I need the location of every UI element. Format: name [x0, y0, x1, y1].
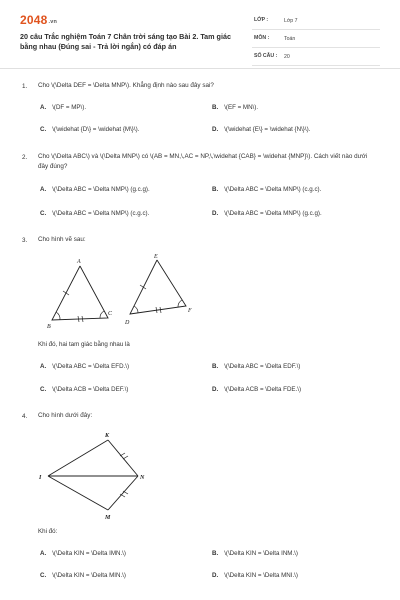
option-text: \(\Delta ABC = \Delta EFD.\): [52, 363, 130, 370]
option-a[interactable]: [40, 550, 126, 557]
logo-text: 2048: [20, 13, 48, 27]
option-letter: D.: [212, 126, 219, 133]
vertex-label: D: [125, 320, 130, 326]
vertex-label: C: [108, 311, 113, 317]
vertex-label: F: [188, 308, 192, 314]
option-letter: B.: [212, 104, 219, 111]
option-d[interactable]: [212, 210, 322, 217]
kite-figure: [38, 428, 168, 522]
option-text: \(\Delta ABC = \Delta MNP\) (c.g.c).: [224, 186, 322, 193]
option-text: \(EF = MN\).: [224, 104, 259, 111]
option-text: \(\Delta KIN = \Delta MIN.\): [52, 572, 126, 579]
meta-value: Lớp 7: [284, 17, 298, 24]
option-text: \(\Delta ABC = \Delta NMP\) (c.g.c).: [52, 210, 150, 217]
question-text: Cho \(\Delta ABC\) và \(\Delta MNP\) có \(AB = MN,\,AC = NP,\,\widehat {CAB} = \widehat {MNP}\). Cách viết nào dưới đây đúng?: [38, 153, 368, 170]
option-letter: A.: [40, 363, 47, 370]
option-letter: A.: [40, 104, 47, 111]
option-b[interactable]: [212, 104, 258, 111]
question-number: 4.: [22, 413, 28, 420]
option-text: \(\Delta KIN = \Delta MNI.\): [224, 572, 298, 579]
vertex-label: N: [140, 475, 145, 481]
option-text: \(\Delta KIN = \Delta INM.\): [224, 550, 298, 557]
option-letter: A.: [40, 186, 47, 193]
option-letter: B.: [212, 363, 219, 370]
vertex-label: B: [47, 324, 51, 330]
header-divider: [0, 68, 400, 69]
triangle-abc: [47, 259, 113, 330]
option-c[interactable]: [40, 210, 149, 217]
meta-row-subject: [252, 32, 380, 48]
option-text: \(DF = MP\).: [52, 104, 87, 111]
option-a[interactable]: [40, 363, 129, 370]
option-letter: D.: [212, 386, 219, 393]
option-letter: C.: [40, 386, 47, 393]
option-text: \(\Delta ABC = \Delta NMP\) (g.c.g).: [52, 186, 150, 193]
option-b[interactable]: [212, 363, 300, 370]
meta-value: Toán: [284, 35, 296, 42]
triangle-edf: [124, 254, 192, 326]
option-letter: C.: [40, 126, 47, 133]
option-a[interactable]: [40, 186, 150, 193]
vertex-label: A: [77, 259, 81, 265]
vertex-label: I: [39, 475, 42, 481]
option-text: \(\Delta KIN = \Delta IMN.\): [52, 550, 126, 557]
meta-label: MÔN :: [254, 35, 270, 41]
option-text: \(\Delta ABC = \Delta EDF.\): [224, 363, 301, 370]
question-number: 2.: [22, 154, 28, 161]
option-text: \(\Delta ACB = \Delta FDE.\): [224, 386, 302, 393]
option-letter: B.: [212, 550, 219, 557]
meta-value: 20: [284, 53, 290, 60]
vertex-label: E: [154, 254, 158, 260]
option-text: \(\widehat {E\} = \widehat {N\}\).: [224, 126, 311, 133]
option-letter: C.: [40, 210, 47, 217]
option-letter: B.: [212, 186, 219, 193]
option-b[interactable]: [212, 186, 321, 193]
option-c[interactable]: [40, 572, 126, 579]
option-text: \(\Delta ACB = \Delta DEF.\): [52, 386, 129, 393]
meta-label: LỚP :: [254, 17, 269, 23]
question-followup: Khi đó, hai tam giác bằng nhau là: [38, 341, 130, 348]
option-letter: C.: [40, 572, 47, 579]
option-text: \(\widehat {D\} = \widehat {M\}\).: [52, 126, 140, 133]
triangles-figure: [40, 250, 210, 332]
question-number: 1.: [22, 83, 28, 90]
option-letter: D.: [212, 210, 219, 217]
question-text: Cho \(\Delta DEF = \Delta MNP\). Khẳng định nào sau đây sai?: [38, 82, 214, 89]
meta-row-count: [252, 50, 380, 66]
meta-label: SỐ CÂU :: [254, 53, 278, 59]
question-followup: Khi đó:: [38, 528, 58, 535]
kite-shape: [38, 433, 145, 521]
site-logo[interactable]: [20, 13, 57, 27]
meta-row-class: [252, 14, 380, 30]
option-d[interactable]: [212, 386, 301, 393]
page-header: [0, 0, 400, 66]
meta-info-box: [252, 14, 380, 68]
vertex-label: K: [105, 433, 110, 439]
vertex-label: M: [105, 515, 111, 521]
question-number: 3.: [22, 237, 28, 244]
option-a[interactable]: [40, 104, 86, 111]
option-c[interactable]: [40, 126, 139, 133]
option-letter: D.: [212, 572, 219, 579]
logo-suffix: .vn: [48, 19, 58, 25]
document-title: 20 câu Trắc nghiệm Toán 7 Chân trời sáng tạo Bài 2. Tam giác bằng nhau (Đúng sai - Trả lời ngắn) có đáp án: [20, 32, 231, 51]
option-text: \(\Delta ABC = \Delta MNP\) (g.c.g).: [224, 210, 322, 217]
option-d[interactable]: [212, 126, 310, 133]
option-d[interactable]: [212, 572, 298, 579]
option-b[interactable]: [212, 550, 298, 557]
option-letter: A.: [40, 550, 47, 557]
question-text: Cho hình vẽ sau:: [38, 236, 86, 243]
option-c[interactable]: [40, 386, 128, 393]
question-text: Cho hình dưới đây:: [38, 412, 93, 419]
